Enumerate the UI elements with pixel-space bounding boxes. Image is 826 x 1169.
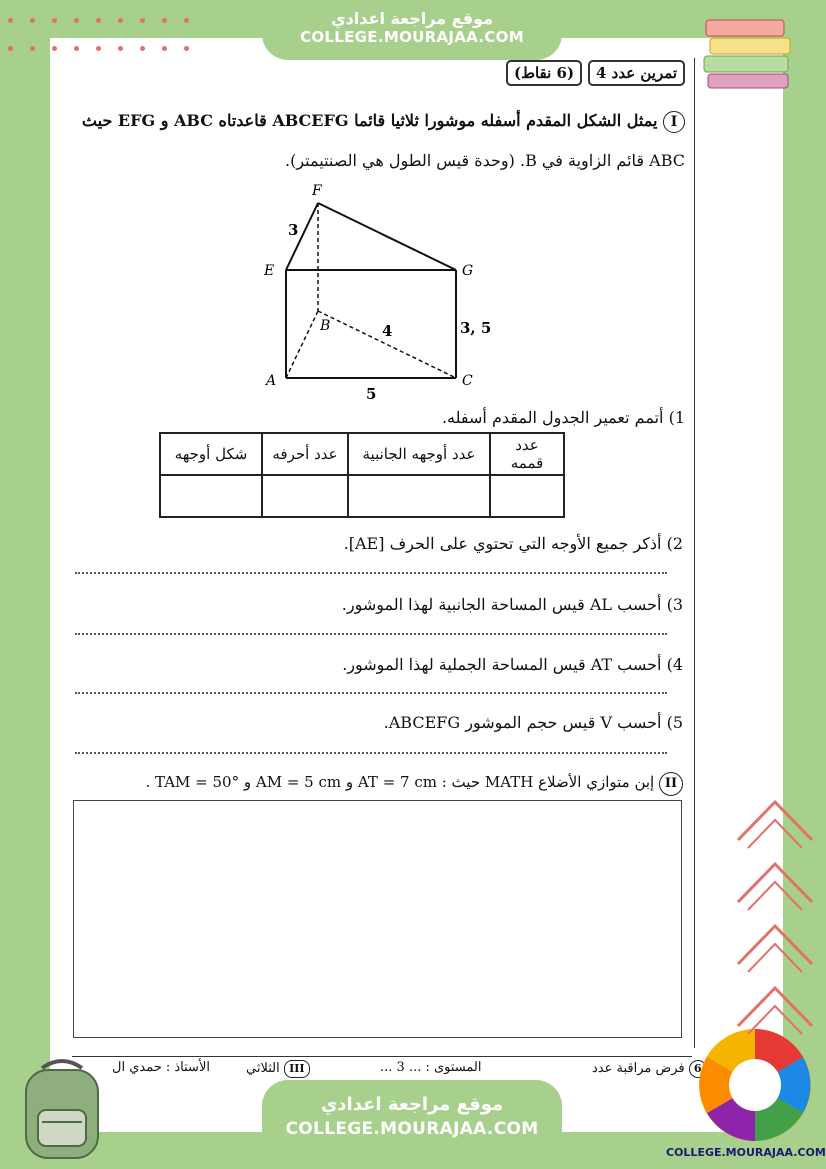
question-1: 1) أتمم تعمير الجدول المقدم أسفله. — [441, 408, 685, 427]
exercise-label: تمرين عدد 4 — [588, 60, 685, 86]
part2-line: II إبن متوازي الأضلاع MATH حيث : AT = 7 cm و AM = 5 cm و TAM = 50° . — [145, 772, 683, 796]
prism-table — [159, 432, 565, 518]
decorative-dot — [184, 18, 189, 23]
footer-trimester: III الثلاثي — [246, 1060, 310, 1078]
decorative-dot — [96, 18, 101, 23]
part1-line1: I يمثل الشكل المقدم أسفله موشورا ثلاثيا قائما ABCEFG قاعدتاه ABC و EFG حيث — [82, 111, 685, 133]
question-3: 3) أحسب AL قيس المساحة الجانبية لهذا الموشور. — [341, 595, 683, 614]
answer-line[interactable] — [75, 752, 667, 754]
margin-line — [694, 58, 695, 1048]
decorative-dot — [52, 18, 57, 23]
vertex-f: F — [312, 183, 322, 199]
question-4: 4) أحسب AT قيس المساحة الجملية لهذا الموشور. — [342, 655, 683, 674]
chevron-up-icon — [730, 914, 820, 974]
decorative-dot — [162, 18, 167, 23]
table-header: عدد قممه — [490, 433, 564, 475]
footer-rule — [72, 1056, 692, 1057]
bottom-banner-url[interactable]: COLLEGE.MOURAJAA.COM — [285, 1119, 539, 1139]
chevron-up-icon — [730, 790, 820, 850]
footer-teacher: الأستاذ : حمدي ال — [112, 1060, 210, 1075]
vertex-b: B — [320, 318, 331, 334]
chevron-up-icon — [730, 852, 820, 912]
label-ef: 3 — [288, 221, 299, 239]
edge-fg — [318, 203, 456, 270]
table-cell[interactable] — [160, 475, 262, 517]
chevron-up-icon — [730, 976, 820, 1036]
decorative-dot — [30, 46, 35, 51]
top-banner-url[interactable]: COLLEGE.MOURAJAA.COM — [300, 28, 524, 46]
bottom-banner[interactable] — [262, 1080, 562, 1160]
answer-line[interactable] — [75, 633, 667, 635]
label-gc: 3, 5 — [460, 319, 492, 337]
decorative-dot — [8, 18, 13, 23]
table-cell[interactable] — [490, 475, 564, 517]
question-5: 5) أحسب V قيس حجم الموشور ABCEFG. — [383, 713, 683, 732]
brand-url[interactable]: COLLEGE.MOURAJAA.COM — [666, 1146, 826, 1159]
vertex-e: E — [264, 263, 275, 279]
table-header: عدد أحرفه — [262, 433, 348, 475]
part1-line2: ABC قائم الزاوية في B. (وحدة قيس الطول هي الصنتيمتر). — [285, 151, 685, 170]
label-bc: 4 — [382, 322, 393, 340]
prism-figure — [250, 173, 510, 403]
construction-area[interactable] — [73, 800, 682, 1038]
decorative-dot — [30, 18, 35, 23]
table-cell[interactable] — [348, 475, 490, 517]
part2-marker: II — [659, 772, 683, 796]
school-logo-icon — [696, 1026, 814, 1144]
part1-marker: I — [663, 111, 685, 133]
answer-line[interactable] — [75, 572, 667, 574]
answer-line[interactable] — [75, 692, 667, 694]
vertex-c: C — [462, 373, 473, 389]
table-cell[interactable] — [262, 475, 348, 517]
test-number-badge: 6 — [689, 1060, 707, 1078]
table-header: شكل أوجهه — [160, 433, 262, 475]
question-2: 2) أذكر جميع الأوجه التي تحتوي على الحرف [AE]. — [343, 534, 683, 553]
vertex-g: G — [462, 263, 474, 279]
backpack-icon — [12, 1054, 112, 1164]
decorative-dot — [8, 46, 13, 51]
decorative-dot — [74, 18, 79, 23]
trimester-badge: III — [284, 1060, 310, 1078]
footer-test: 6 فرض مراقبة عدد — [592, 1060, 707, 1078]
exercise-points: (6 نقاط) — [506, 60, 582, 86]
footer-level: المستوى : ... 3 ... — [380, 1060, 482, 1075]
vertex-a: A — [266, 373, 277, 389]
decorative-dot — [140, 18, 145, 23]
edge-ab — [286, 311, 318, 378]
bottom-banner-arabic: موقع مراجعة اعدادي — [320, 1094, 504, 1115]
label-ac: 5 — [366, 385, 377, 403]
decorative-dot — [118, 18, 123, 23]
top-banner-arabic: موقع مراجعة اعدادي — [330, 9, 494, 28]
table-header: عدد أوجهه الجانبية — [348, 433, 490, 475]
